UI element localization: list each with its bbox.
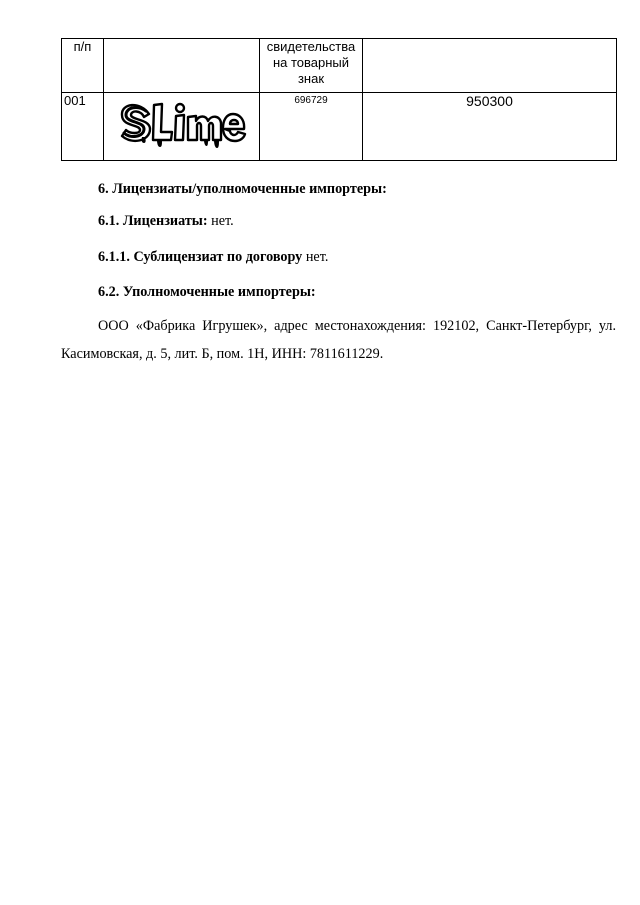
section-6-1-title: 6.1. Лицензиаты: (98, 213, 208, 229)
section-6-1 (98, 212, 234, 230)
row-cell-mark (104, 93, 260, 161)
section-6-1-1-title: 6.1.1. Сублицензиат по договору (98, 249, 303, 265)
row-cell-cert: 696729 (260, 93, 363, 161)
header-cell-cert: свидетельства на товарный знак (260, 39, 363, 93)
section-6-2 (98, 283, 316, 301)
row-cell-extra: 950300 (363, 93, 617, 161)
header-cell-mark (104, 39, 260, 93)
slime-logo-text: Slime (120, 99, 123, 100)
table-row (62, 93, 617, 161)
section-6 (98, 180, 387, 198)
section-6-1-value: нет. (207, 213, 234, 229)
header-cell-num: п/п (62, 39, 104, 93)
slime-logo (120, 99, 248, 149)
trademark-table (61, 38, 617, 161)
section-6-2-title: 6.2. Уполномоченные импортеры: (98, 284, 316, 300)
header-cell-extra (363, 39, 617, 93)
section-6-1-1 (98, 248, 328, 266)
importer-paragraph: ООО «Фабрика Игрушек», адрес местонахождения: 192102, Санкт-Петербург, ул. Касимовская, д. 5, лит. Б, пом. 1Н, ИНН: 7811611229. (61, 318, 616, 362)
section-6-1-1-value: нет. (302, 249, 329, 265)
row-cell-num: 001 (62, 93, 104, 161)
table-header-row (62, 39, 617, 93)
section-6-title: 6. Лицензиаты/уполномоченные импортеры: (98, 181, 387, 197)
